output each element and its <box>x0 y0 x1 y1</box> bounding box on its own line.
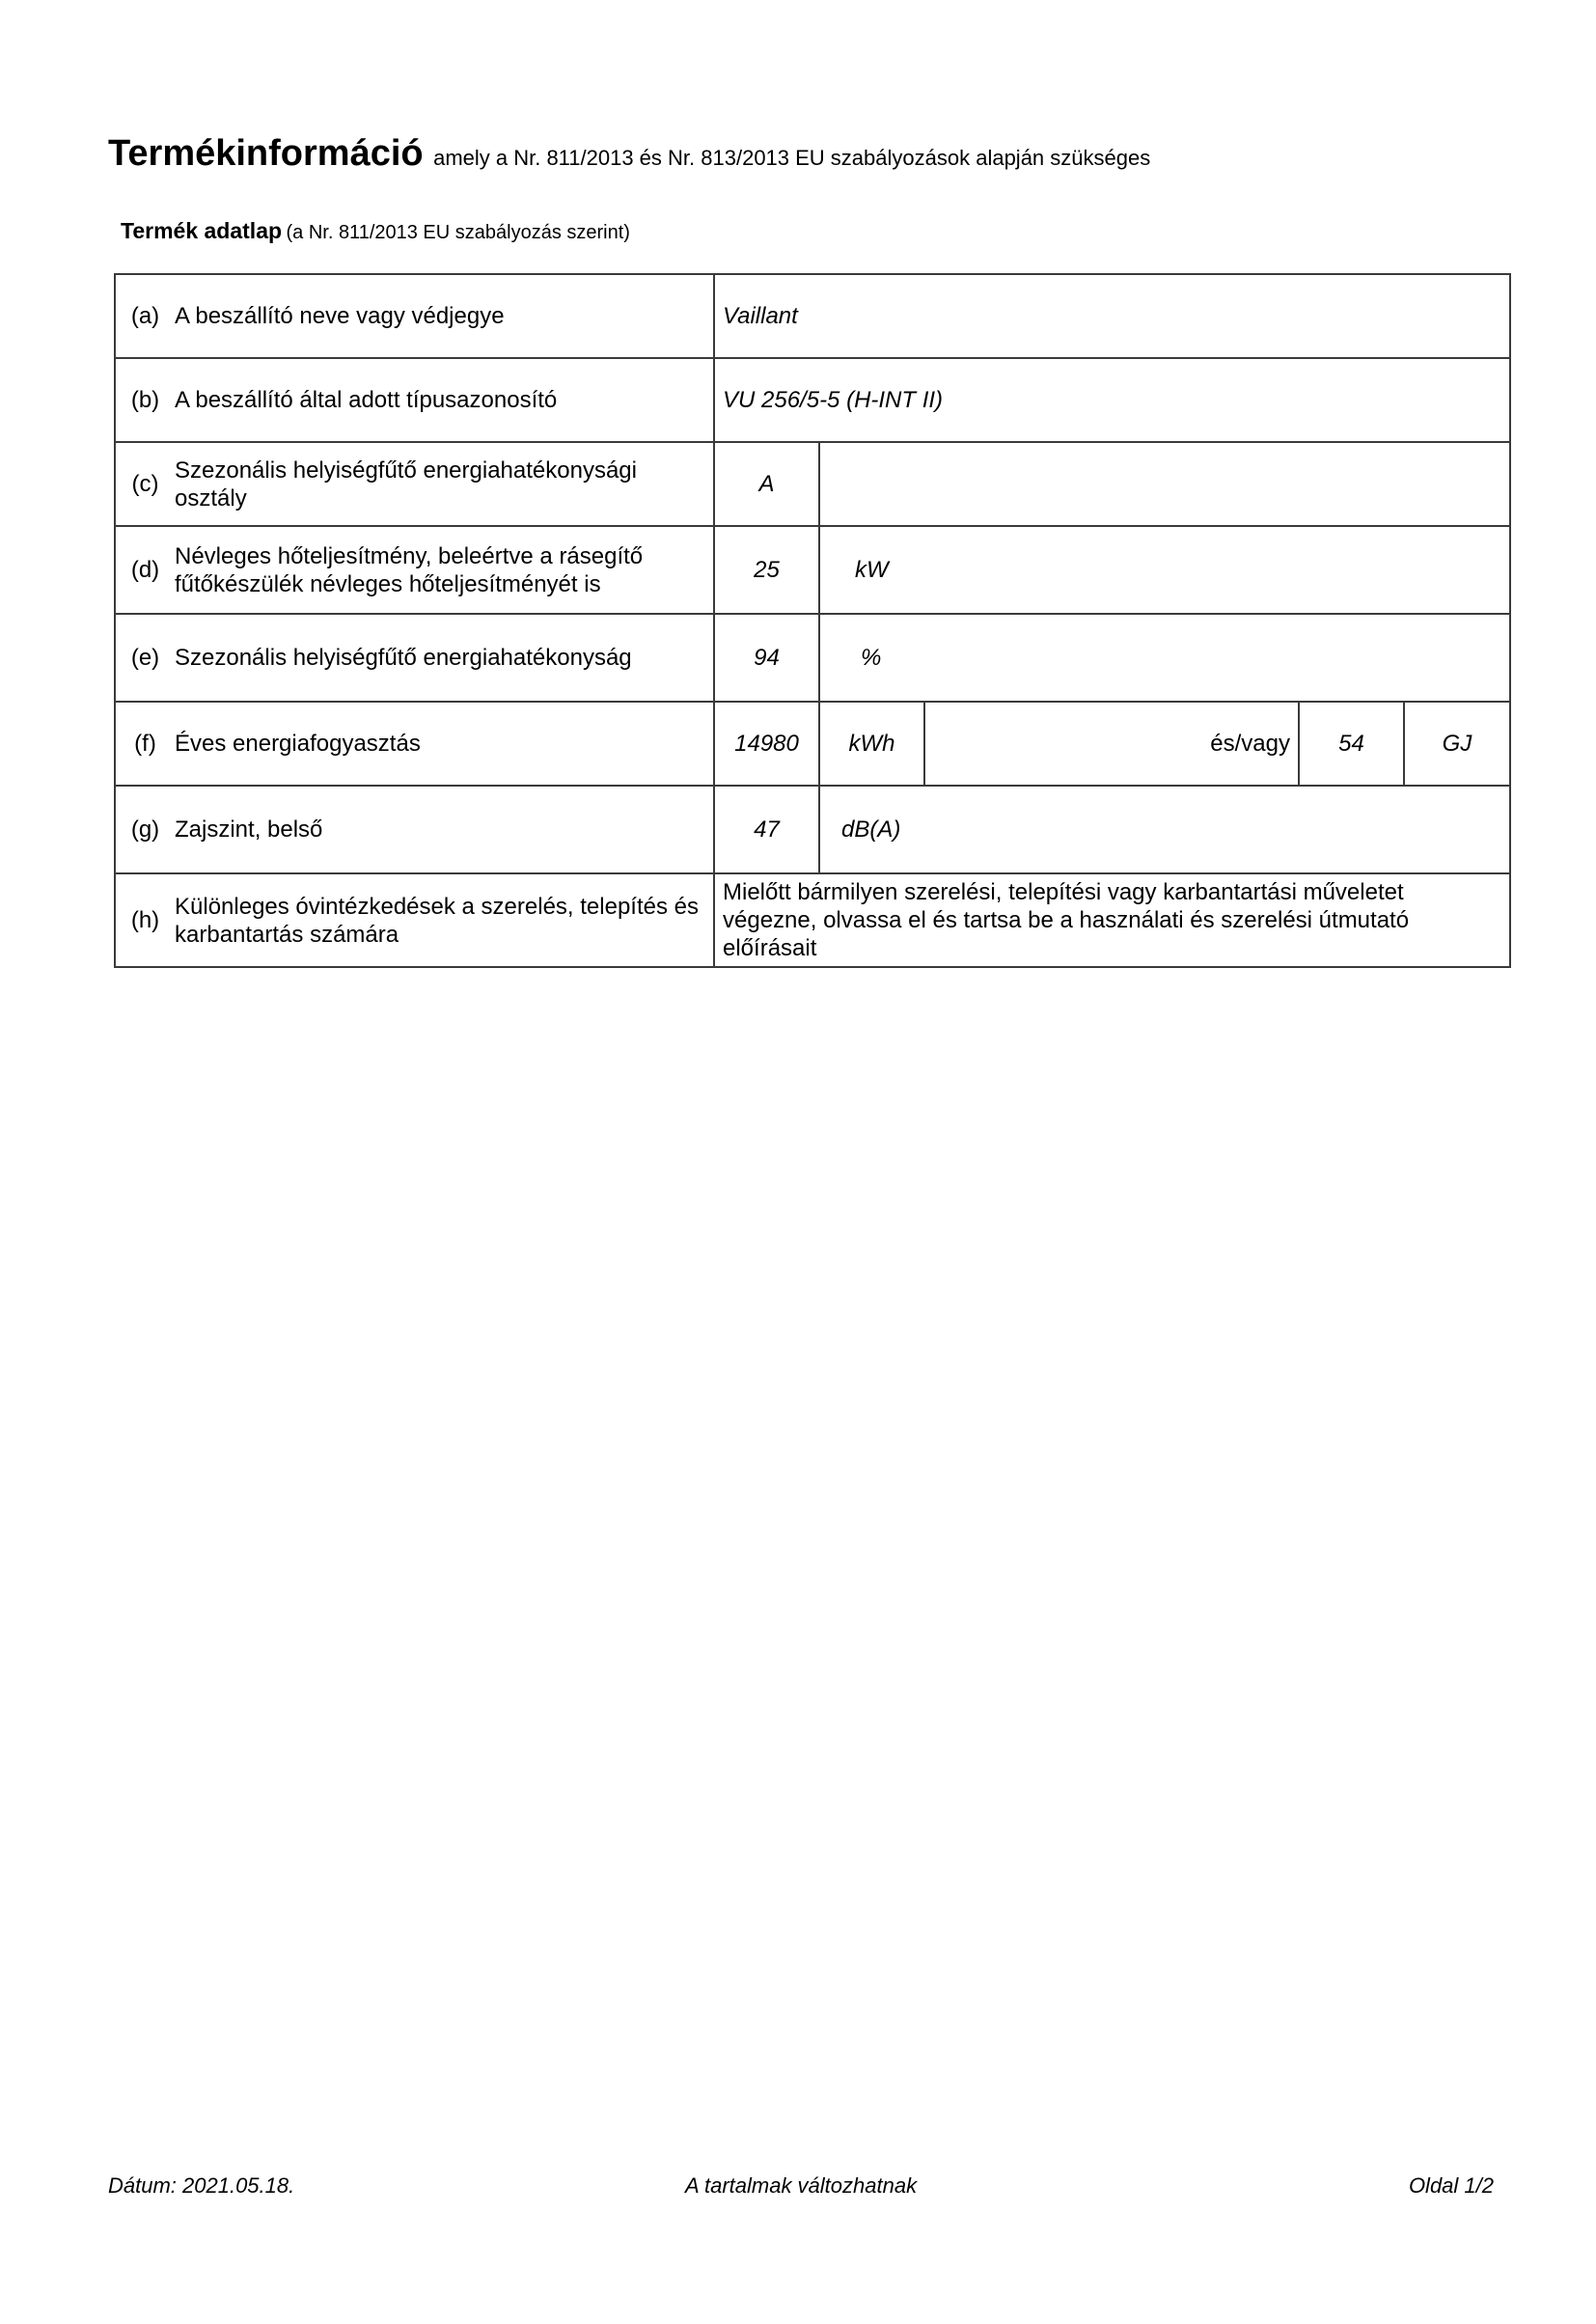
row-label: Különleges óvintézkedések a szerelés, telepítés és karbantartás számára <box>175 873 714 967</box>
annual-consumption-gj-unit: GJ <box>1404 702 1510 786</box>
footer-date: Dátum: 2021.05.18. <box>108 2173 295 2198</box>
page-subtitle: amely a Nr. 811/2013 és Nr. 813/2013 EU szabályozások alapján szükséges <box>433 146 1151 170</box>
row-letter: (d) <box>115 526 175 614</box>
row-letter: (e) <box>115 614 175 702</box>
and-or-connector: és/vagy <box>924 702 1299 786</box>
row-label: Zajszint, belső <box>175 786 714 873</box>
row-label: Névleges hőteljesítmény, beleértve a rásegítő fűtőkészülék névleges hőteljesítményét is <box>175 526 714 614</box>
row-letter: (c) <box>115 442 175 526</box>
row-label: Szezonális helyiségfűtő energiahatékonysági osztály <box>175 442 714 526</box>
annual-consumption-gj-value: 54 <box>1299 702 1404 786</box>
rated-output-unit: kW <box>819 526 1510 614</box>
row-label: Éves energiafogyasztás <box>175 702 714 786</box>
row-letter: (g) <box>115 786 175 873</box>
page-title: Termékinformáció <box>108 133 424 174</box>
footer-notice: A tartalmak változhatnak <box>685 2173 918 2198</box>
table-row <box>115 702 1510 786</box>
footer-page-number: Oldal 1/2 <box>1408 2173 1494 2198</box>
rated-output-value: 25 <box>714 526 819 614</box>
seasonal-efficiency-value: 94 <box>714 614 819 702</box>
table-row <box>115 786 1510 873</box>
section-title: Termék adatlap <box>121 218 283 243</box>
supplier-name-value: Vaillant <box>714 274 1510 358</box>
section-note: (a Nr. 811/2013 EU szabályozás szerint) <box>286 222 630 243</box>
section-heading <box>121 218 630 244</box>
seasonal-efficiency-unit: % <box>819 614 1510 702</box>
row-letter: (h) <box>115 873 175 967</box>
precautions-text: Mielőtt bármilyen szerelési, telepítési vagy karbantartási műveletet végezne, olvassa el és tartsa be a használati és szerelési útmutató előírásait <box>714 873 1510 967</box>
annual-consumption-unit: kWh <box>819 702 924 786</box>
noise-level-unit: dB(A) <box>819 786 1510 873</box>
row-letter: (f) <box>115 702 175 786</box>
table-row <box>115 274 1510 358</box>
empty-cell <box>819 442 1510 526</box>
table-row <box>115 442 1510 526</box>
efficiency-class-value: A <box>714 442 819 526</box>
row-letter: (a) <box>115 274 175 358</box>
table-row <box>115 526 1510 614</box>
page-heading <box>108 133 1150 175</box>
table-row <box>115 358 1510 442</box>
row-label: A beszállító által adott típusazonosító <box>175 358 714 442</box>
model-identifier-value: VU 256/5-5 (H-INT II) <box>714 358 1510 442</box>
row-letter: (b) <box>115 358 175 442</box>
row-label: Szezonális helyiségfűtő energiahatékonyság <box>175 614 714 702</box>
noise-level-value: 47 <box>714 786 819 873</box>
row-label: A beszállító neve vagy védjegye <box>175 274 714 358</box>
table-row <box>115 873 1510 967</box>
table-row <box>115 614 1510 702</box>
product-fiche-table <box>114 273 1511 968</box>
annual-consumption-value: 14980 <box>714 702 819 786</box>
